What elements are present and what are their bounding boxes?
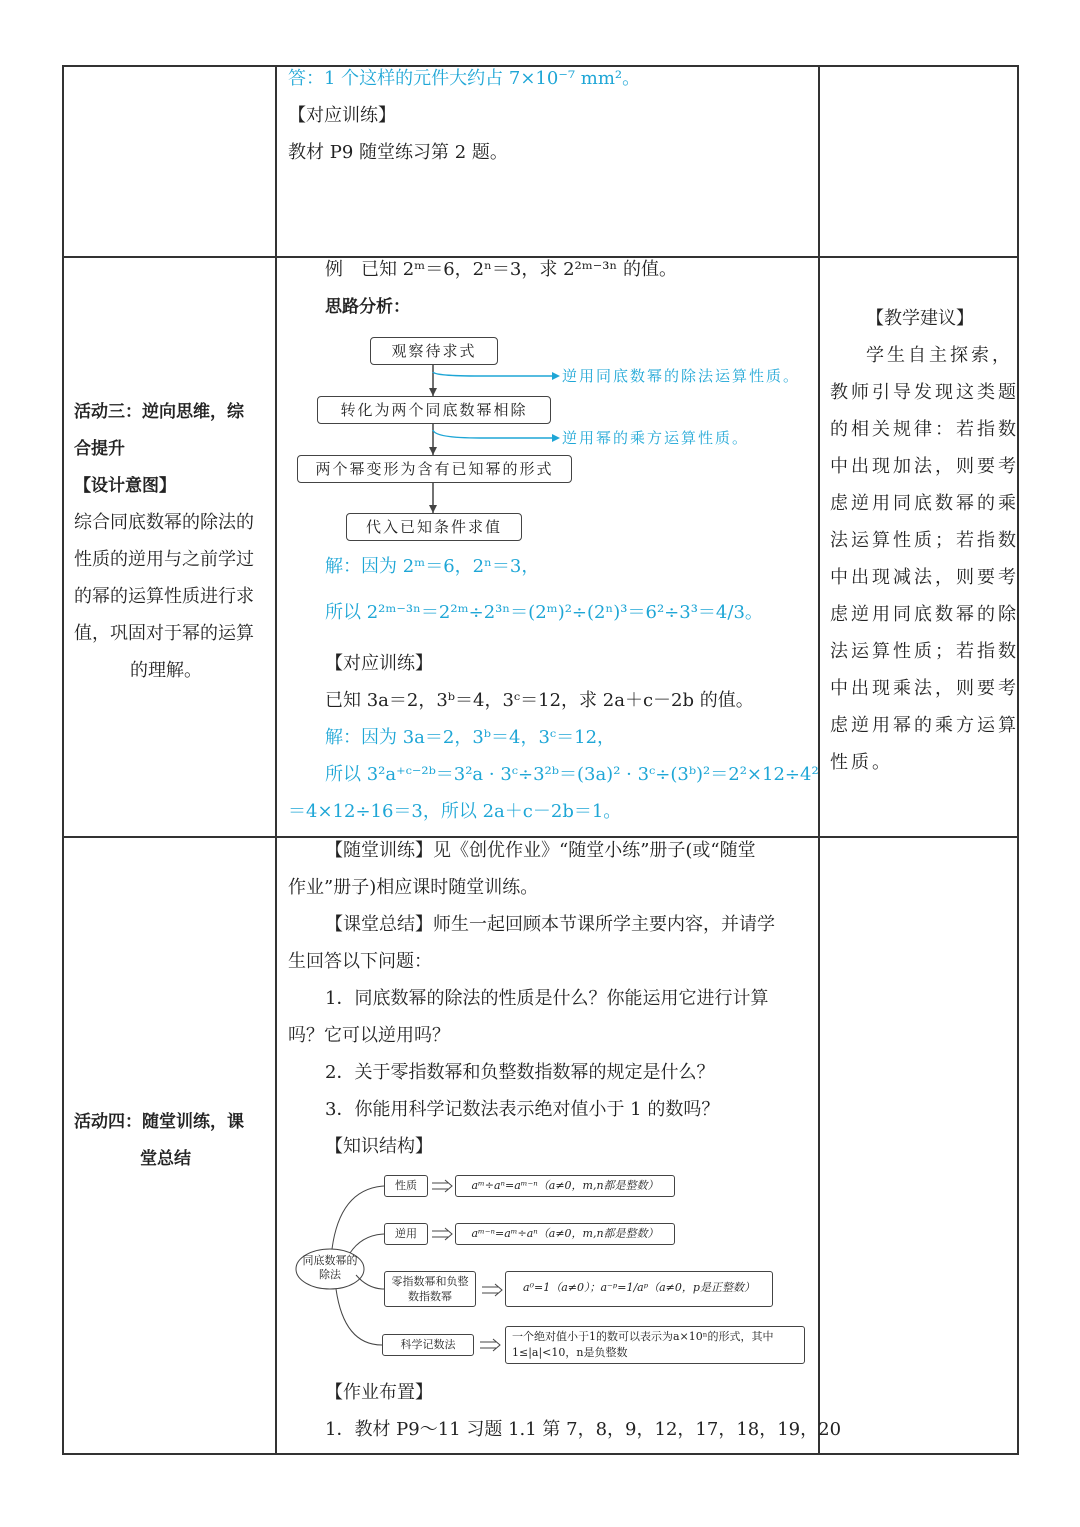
training-solution-line2: 所以 3²a⁺ᶜ⁻²ᵇ＝3²a · 3ᶜ÷3²ᵇ＝(3a)² · 3ᶜ÷(3ᵇ)²＝2²×12÷4²: [325, 764, 819, 785]
table-border-right: [1017, 65, 1019, 1455]
training-problem: 已知 3a＝2，3ᵇ＝4，3ᶜ＝12，求 2a＋c－2b 的值。: [325, 690, 754, 711]
flow-step-convert: 转化为两个同底数幂相除: [317, 396, 551, 424]
design-intent-line: 的幂的运算性质进行求: [74, 586, 254, 607]
practice-line1: 【随堂训练】见《创优作业》“随堂小练”册子(或“随堂: [325, 840, 756, 861]
flow-note-division: 逆用同底数幂的除法运算性质。: [562, 367, 801, 385]
activity3-title-line2: 合提升: [74, 439, 125, 459]
design-intent-line: 性质的逆用与之前学过: [74, 549, 254, 570]
flow-step-substitute: 代入已知条件求值: [346, 513, 522, 541]
teaching-advice-line: 中出现加法，则要考: [830, 456, 1019, 477]
teaching-advice-line: 中出现乘法，则要考: [830, 678, 1019, 699]
example-text: 例 已知 2ᵐ＝6，2ⁿ＝3，求 2²ᵐ⁻³ⁿ 的值。: [325, 259, 678, 280]
solution-line2: 所以 2²ᵐ⁻³ⁿ＝2²ᵐ÷2³ⁿ＝(2ᵐ)²÷(2ⁿ)³＝6²÷3³＝4/3。: [325, 602, 763, 623]
question2: 2．关于零指数幂和负整数指数幂的规定是什么？: [325, 1062, 715, 1083]
row1-training-text: 教材 P9 随堂练习第 2 题。: [288, 142, 508, 163]
table-border-bottom: [62, 1453, 1019, 1455]
structure-label-zero-negative: 零指数幂和负整数指数幂: [384, 1271, 476, 1307]
question1-line1: 1．同底数幂的除法的性质是什么？你能运用它进行计算: [325, 988, 769, 1009]
design-intent-line: 综合同底数幂的除法的: [74, 512, 254, 533]
design-intent-heading: 【设计意图】: [74, 476, 176, 496]
table-col-divider-1: [275, 65, 277, 1455]
training-solution-line1: 解：因为 3a＝2，3ᵇ＝4，3ᶜ＝12，: [325, 727, 616, 748]
teaching-advice-line: 虑逆用幂的乘方运算: [830, 715, 1019, 736]
summary-line1: 【课堂总结】师生一起回顾本节课所学主要内容，并请学: [325, 914, 775, 935]
training-solution-line3: ＝4×12÷16＝3，所以 2a＋c－2b＝1。: [288, 801, 622, 822]
solution-line1: 解：因为 2ᵐ＝6，2ⁿ＝3，: [325, 556, 540, 577]
teaching-advice-line: 性质。: [830, 752, 893, 773]
teaching-advice-line: 教师引导发现这类题: [830, 382, 1019, 403]
structure-label-sci-notation: 科学记数法: [382, 1334, 474, 1356]
row1-training-heading: 【对应训练】: [288, 105, 396, 126]
structure-content-zero-negative: a⁰=1（a≠0）；a⁻ᵖ=1/aᵖ（a≠0，p是正整数）: [505, 1271, 773, 1307]
structure-content-property: aᵐ÷aⁿ=aᵐ⁻ⁿ（a≠0，m,n都是整数）: [455, 1175, 675, 1197]
table-row-divider-2: [62, 836, 1019, 838]
activity3-title-line1: 活动三：逆向思维，综: [74, 402, 244, 422]
answer-text: 答：1 个这样的元件大约占 7×10⁻⁷ mm²。: [288, 68, 641, 89]
summary-line2: 生回答以下问题：: [288, 951, 432, 972]
structure-label-inverse: 逆用: [384, 1223, 428, 1245]
structure-content-sci-notation: 一个绝对值小于1的数可以表示为a×10ⁿ的形式，其中1≤|a|<10，n是负整数: [505, 1326, 805, 1364]
flow-note-power: 逆用幂的乘方运算性质。: [562, 429, 750, 447]
question3: 3．你能用科学记数法表示绝对值小于 1 的数吗？: [325, 1099, 720, 1120]
teaching-advice-line: 虑逆用同底数幂的乘: [830, 493, 1019, 514]
teaching-advice-heading: 【教学建议】: [866, 308, 974, 329]
teaching-advice-line: 虑逆用同底数幂的除: [830, 604, 1019, 625]
practice-line2: 作业”册子)相应课时随堂训练。: [288, 877, 539, 898]
teaching-advice-line: 学生自主探索，: [866, 345, 1013, 366]
training-heading: 【对应训练】: [325, 653, 433, 674]
structure-center: 同底数幂的除法: [302, 1254, 358, 1281]
teaching-advice-line: 的相关规律：若指数: [830, 419, 1019, 440]
teaching-advice-line: 中出现减法，则要考: [830, 567, 1019, 588]
activity4-title-line1: 活动四：随堂训练，课: [74, 1112, 244, 1132]
analysis-heading: 思路分析：: [325, 297, 410, 317]
structure-content-inverse: aᵐ⁻ⁿ=aᵐ÷aⁿ（a≠0，m,n都是整数）: [455, 1223, 675, 1245]
design-intent-line: 值，巩固对于幂的运算: [74, 623, 254, 644]
structure-heading: 【知识结构】: [325, 1136, 433, 1157]
table-border-left: [62, 65, 64, 1455]
activity4-title-line2: 堂总结: [140, 1149, 191, 1169]
question1-line2: 吗？它可以逆用吗？: [288, 1025, 450, 1046]
teaching-advice-line: 法运算性质；若指数: [830, 530, 1019, 551]
flow-step-transform: 两个幂变形为含有已知幂的形式: [297, 455, 572, 483]
teaching-advice-line: 法运算性质；若指数: [830, 641, 1019, 662]
structure-label-property: 性质: [384, 1175, 428, 1197]
design-intent-line: 的理解。: [130, 660, 202, 681]
table-col-divider-2: [818, 65, 820, 1455]
homework-item1: 1．教材 P9～11 习题 1.1 第 7，8，9，12，17，18，19，20: [325, 1419, 842, 1440]
homework-heading: 【作业布置】: [325, 1382, 433, 1403]
flow-step-observe: 观察待求式: [370, 337, 498, 365]
